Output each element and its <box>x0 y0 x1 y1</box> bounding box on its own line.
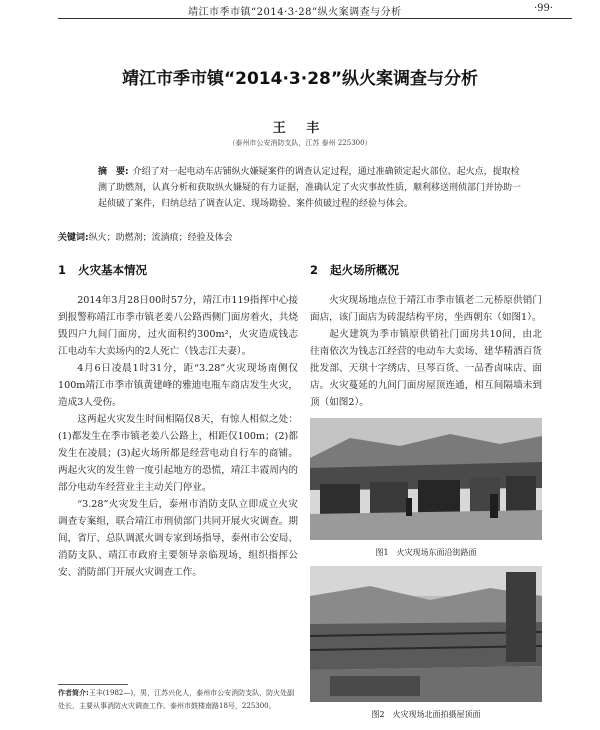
left-column <box>58 262 298 581</box>
abstract-text: 介绍了对一起电动车店铺纵火嫌疑案件的调查认定过程，通过准确锁定起火部位、起火点，提取检测了助燃剂，认真分析和获取纵火嫌疑的有力证据，准确认定了火灾事故性质，顺利移送刑侦部门并协助一起侦破了案件，归纳总结了调查认定、现场勘验、案件侦破过程的经验与体会。 <box>98 167 522 209</box>
section-2-paragraph: 起火建筑为季市镇原供销社门面房共10间，由北往南依次为钱志江经营的电动车大卖场、建华精酒百货批发部、天琪十字绣店、旦琴百货、一品香卤味店、面店。火灾蔓延的九间门面房屋顶连通，相互间隔墙未到顶（如图2）。 <box>310 329 542 408</box>
figure-1-caption: 图1 火灾现场东面沿街路面 <box>375 548 477 557</box>
section-1-heading: 1 火灾基本情况 <box>58 263 148 277</box>
header-rule <box>58 18 572 19</box>
author: 王 丰 <box>272 121 328 136</box>
footnote-text: 王丰(1982—)，男，江苏兴化人，泰州市公安消防支队，防火处副处长，主要从事消防火灾调查工作。泰州市鼓楼南路18号，225300。 <box>58 689 295 710</box>
author-footnote <box>58 684 296 713</box>
affiliation: （泰州市公安消防支队，江苏 泰州 225300） <box>228 139 372 147</box>
figure-1-photo <box>310 418 542 540</box>
keywords-label: 关键词: <box>58 233 89 243</box>
page-number: ·99· <box>534 3 554 14</box>
footnote-rule <box>58 684 128 685</box>
abstract <box>98 164 528 212</box>
section-2-heading: 2 起火场所概况 <box>310 263 400 277</box>
section-2-paragraph: 火灾现场地点位于靖江市季市镇老二元桥原供销门面店，该门面店为砖混结构平房，坐西朝东（如图1）。 <box>310 295 542 323</box>
article-title: 靖江市季市镇“2014·3·28”纵火案调查与分析 <box>121 69 479 89</box>
section-1-paragraph: 4月6日凌晨1时31分，距“3.28”火灾现场南侧仅100m靖江市季市镇黄建峰的雅迪电瓶车商店发生火灾，造成3人受伤。 <box>58 363 298 408</box>
section-1-paragraph: 2014年3月28日00时57分，靖江市119指挥中心接到报警称靖江市季市镇老姜八公路西侧门面房着火，共烧毁四户九间门面房，过火面积约300m²，火灾造成钱志江电动车大卖场内的2人死亡（钱志江夫妻）。 <box>58 295 298 357</box>
keywords <box>58 230 233 243</box>
running-head-title: 靖江市季市镇“2014·3·28”纵火案调查与分析 <box>188 7 402 18</box>
keywords-text: 纵火；助燃剂；流淌痕；经验及体会 <box>88 233 233 243</box>
running-head <box>0 0 600 20</box>
figure-2-photo <box>310 566 542 702</box>
figure-2-caption: 图2 火灾现场北面拍摄屋顶面 <box>371 710 481 719</box>
section-1-paragraph: “3.28”火灾发生后，泰州市消防支队立即成立火灾调查专案组，联合靖江市刑侦部门共同开展火灾调查。期间，省厅、总队调派火调专家到场指导，泰州市公安局、消防支队、靖江市政府主要领导亲临现场，组织指挥公安、消防部门开展火灾调查工作。 <box>58 499 298 578</box>
section-1-paragraph: 这两起火灾发生时间相隔仅8天，有惊人相似之处：(1)都发生在季市镇老姜八公路上，相距仅100m；(2)都发生在凌晨；(3)起火场所都是经营电动自行车的商铺。两起火灾的发生曾一度引起地方的恐慌，靖江丰霞周内的部分电动车经营业主主动关门停业。 <box>58 414 298 493</box>
abstract-label: 摘 要: <box>98 167 129 177</box>
footnote-label: 作者简介: <box>58 689 89 697</box>
right-column <box>310 262 542 411</box>
